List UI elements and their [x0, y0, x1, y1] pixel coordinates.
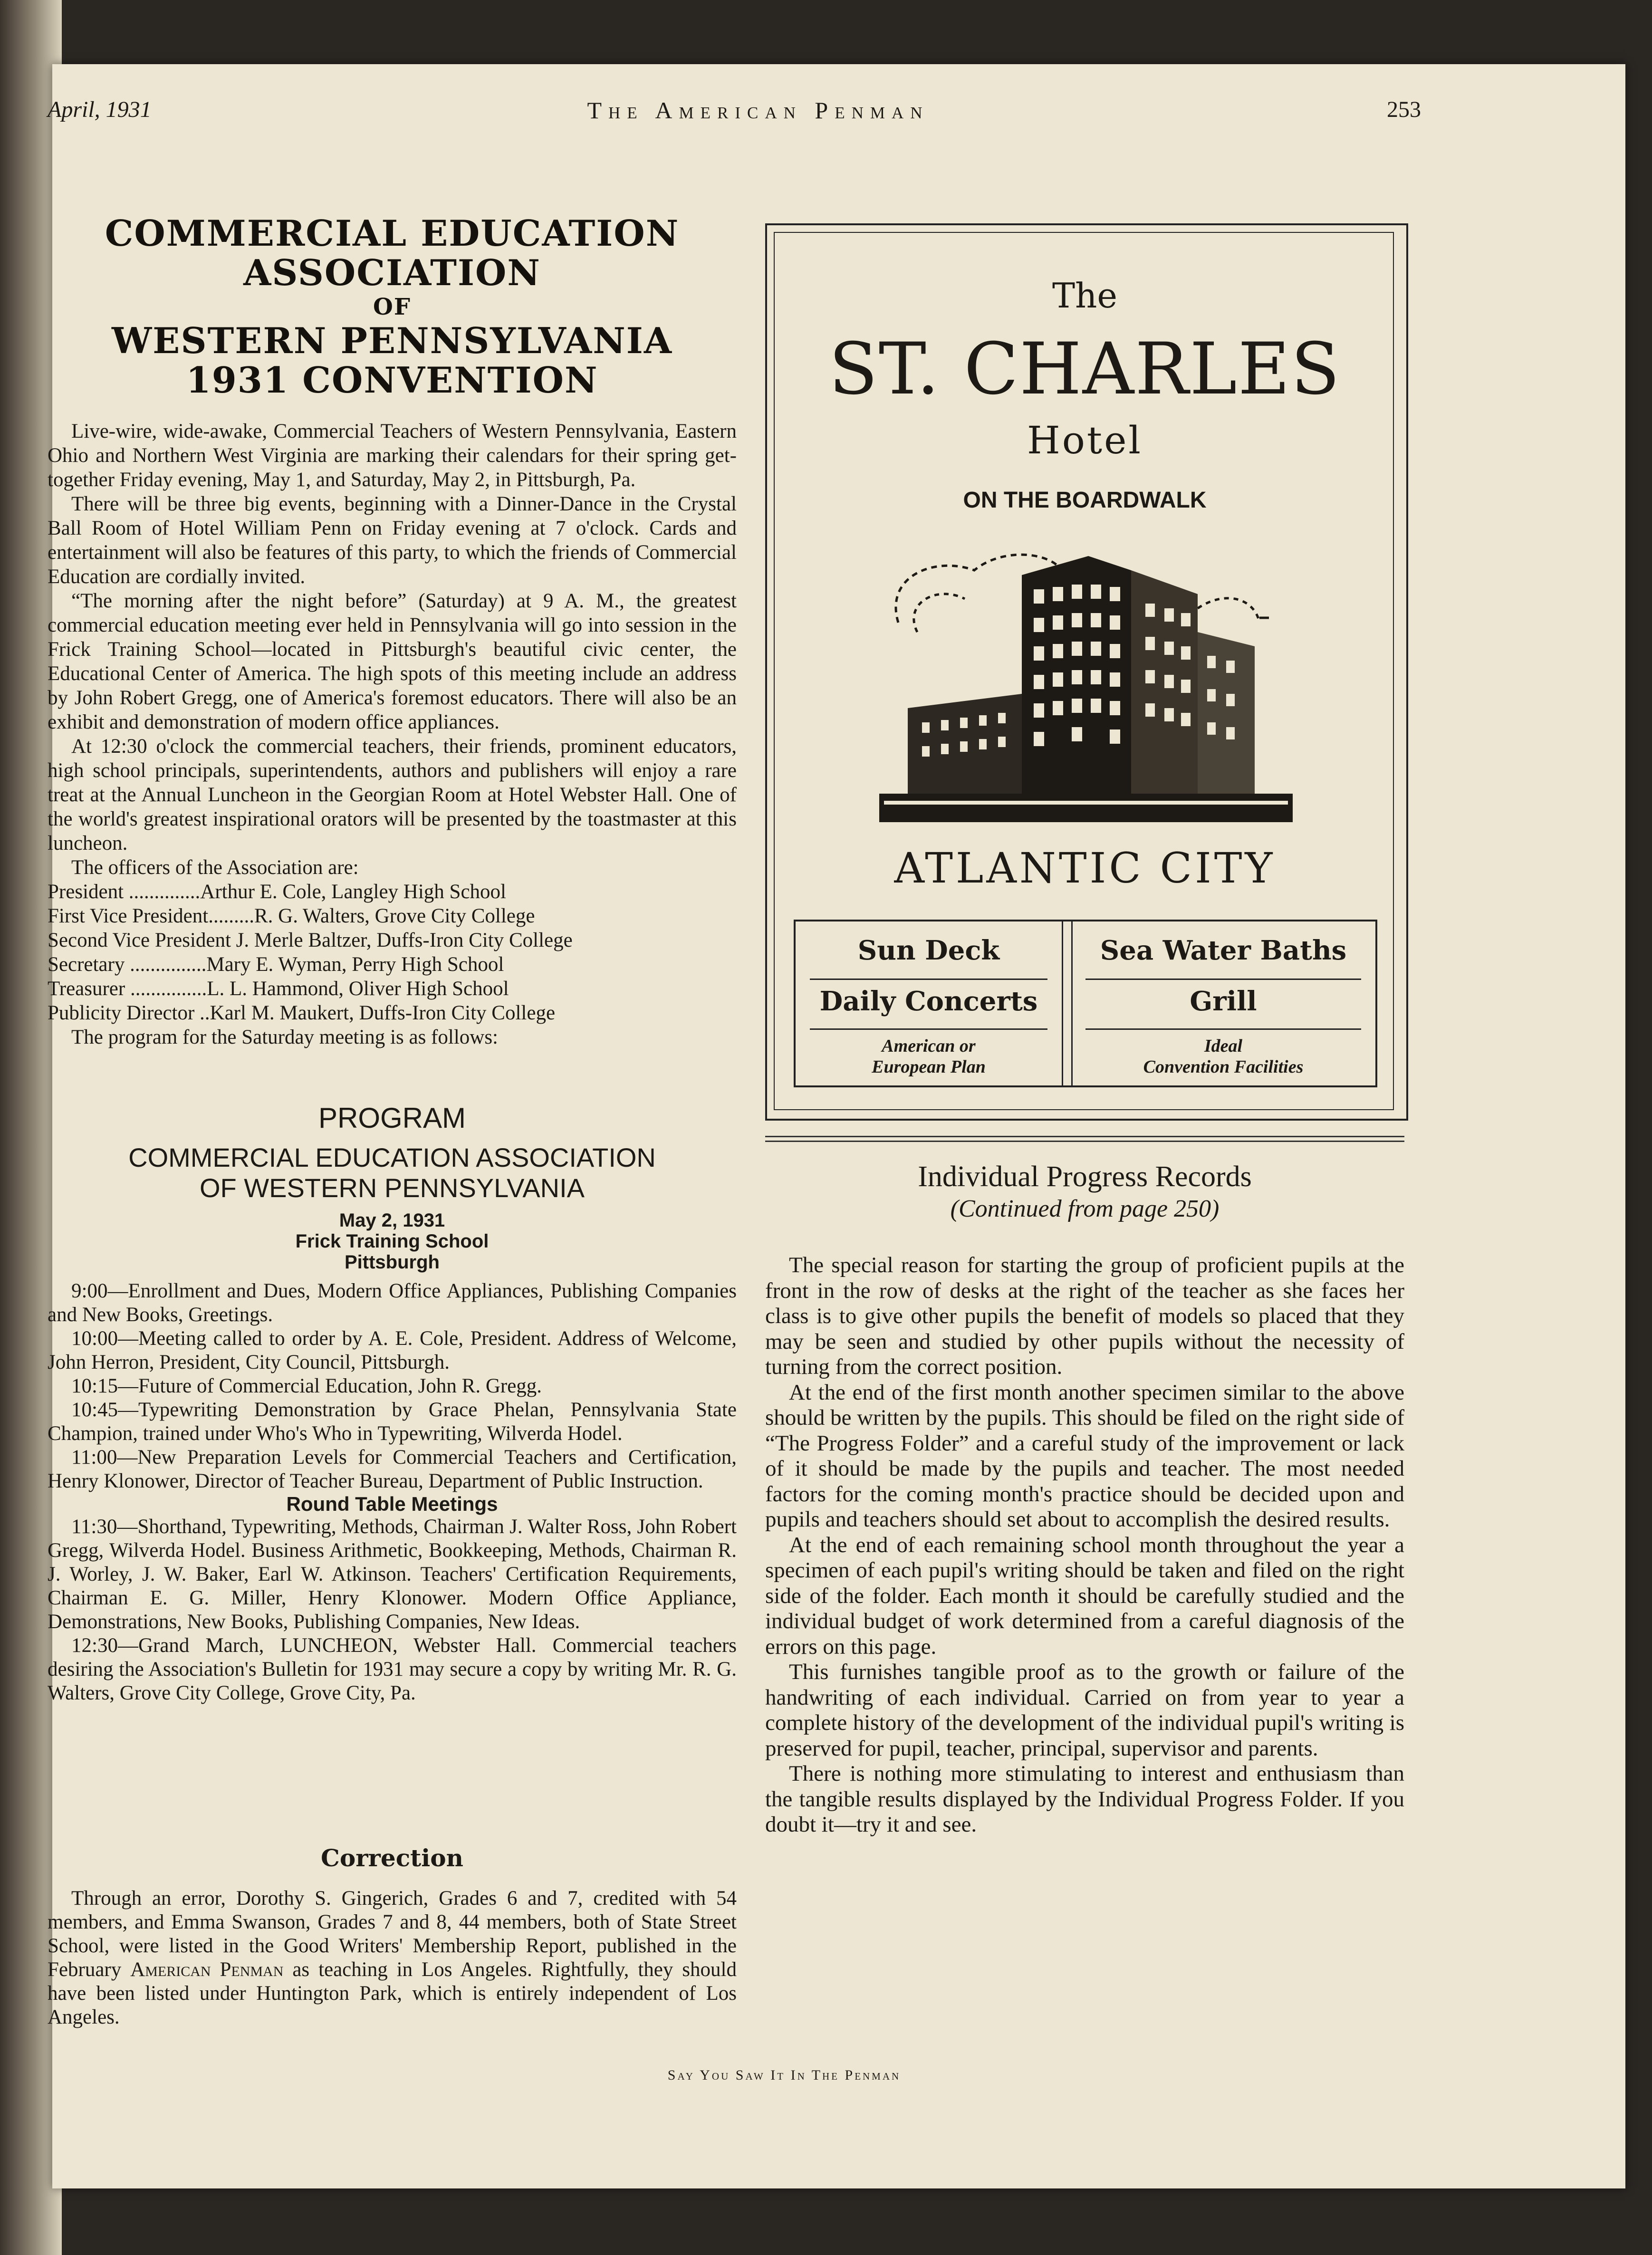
paragraph: Live-wire, wide-awake, Commercial Teachers of Western Pennsylvania, Eastern Ohio and Northern West Virginia are marking their calendars for their spring get-together Friday evening, May 1, and Saturday, May 2, in Pittsburgh, Pa.: [48, 420, 737, 491]
header-journal-title: The American Penman: [587, 97, 929, 124]
title-line: WESTERN PENNSYLVANIA: [111, 320, 673, 362]
table-divider: [1062, 921, 1063, 1085]
program-item: 10:00—Meeting called to order by A. E. Cole, President. Address of Welcome, John Herron, President, City Council, Pittsburgh.: [48, 1327, 737, 1373]
article2-subtitle: (Continued from page 250): [950, 1195, 1220, 1222]
officer-line: Publicity Director ..Karl M. Maukert, Duffs-Iron City College: [48, 1002, 556, 1024]
ad-the: The: [1052, 276, 1117, 316]
program-item: 11:00—New Preparation Levels for Commercial Teachers and Certification, Henry Klonower, Director of Teacher Bureau, Department of Public Instruction.: [48, 1446, 737, 1492]
column-rule: [765, 1136, 1404, 1137]
paragraph: At the end of each remaining school month throughout the year a specimen of each pupil's writing should be taken and filed on the right side of the folder. Each month it should be carefully studied and the individual budget of work determined from a careful diagnosis of the errors on this page.: [765, 1532, 1404, 1659]
program-date: May 2, 1931: [339, 1210, 445, 1231]
correction-text-part: as teaching in Los Angeles. Rightfully, they should have been listed under Huntington Park, which is entirely independent of Los Angeles.: [48, 1958, 737, 2028]
program-org-line: COMMERCIAL EDUCATION ASSOCIATION: [128, 1142, 656, 1172]
paragraph: The officers of the Association are:: [71, 856, 359, 879]
table-divider: [810, 979, 1047, 980]
program-venue: Frick Training School: [295, 1231, 489, 1252]
officer-line: First Vice President.........R. G. Walters, Grove City College: [48, 905, 535, 927]
title-line: 1931 CONVENTION: [186, 359, 598, 401]
ad-feature-sun-deck: Sun Deck: [857, 935, 1000, 966]
correction-section: [48, 1844, 737, 2029]
table-divider: [1085, 1028, 1361, 1030]
article-convention: [48, 214, 737, 1049]
title-line: COMMERCIAL EDUCATION: [105, 212, 680, 254]
paragraph: “The morning after the night before” (Saturday) at 9 A. M., the greatest commercial education meeting ever held in Pennsylvania will go into session in the Frick Training School—located in Pittsburgh's beautiful civic center, the Educational Center of America. The high spots of this meeting include an address by John Robert Gregg, one of America's foremost educators. There will also be an exhibit and demonstration of modern office appliances.: [48, 590, 737, 733]
ad-feature-convention: [1071, 1036, 1375, 1077]
paragraph: At 12:30 o'clock the commercial teachers, their friends, prominent educators, high school principals, superintendents, authors and publishers will enjoy a rare treat at the Annual Luncheon in the Georgian Room at Hotel Webster Hall. One of the world's greatest inspirational orators will be presented by the toastmaster at this luncheon.: [48, 735, 737, 854]
ad-plan-line: American or: [882, 1036, 976, 1056]
title-line: OF: [373, 294, 411, 320]
correction-text: [48, 1887, 737, 2029]
program-section: [48, 1103, 737, 1705]
ad-features-table: [794, 920, 1377, 1087]
article-title: [48, 214, 737, 400]
paragraph: There is nothing more stimulating to interest and enthusiasm than the tangible results displayed by the Individual Progress Folder. If you doubt it—try it and see.: [765, 1761, 1404, 1837]
paragraph: At the end of the first month another specimen similar to the above should be written by the pupils. This should be filed on the right side of “The Progress Folder” and a careful study of the improvement or lack of it should be made by the pupils and teacher. The most needed factors for the coming month's practice should be decided upon and pupils and teachers should set about to accomplish the desired results.: [765, 1380, 1405, 1532]
page-footer: Say You Saw It In The Penman: [667, 2067, 901, 2083]
ad-feature-grill: Grill: [1190, 986, 1257, 1017]
ad-feature-plan: [796, 1036, 1062, 1077]
program-city: Pittsburgh: [345, 1252, 440, 1273]
paragraph: The special reason for starting the group of proficient pupils at the front in the row of desks at the right of the teacher as she faces her class is to give other pupils the benefit of models so placed that they may be seen and studied by other pupils without the necessity of turning from the correct position.: [765, 1253, 1404, 1379]
officer-line: Treasurer ...............L. L. Hammond, Oliver High School: [48, 978, 509, 1000]
ad-location: ON THE BOARDWALK: [963, 488, 1207, 513]
round-table-heading: Round Table Meetings: [286, 1493, 498, 1515]
paragraph: There will be three big events, beginning with a Dinner-Dance in the Crystal Ball Room of Hotel William Penn on Friday evening at 7 o'clock. Cards and entertainment will also be features of this party, to which the friends of Commercial Education are cordially invited.: [48, 493, 737, 588]
ad-convention-line: Ideal: [1204, 1036, 1243, 1056]
program-item: 10:15—Future of Commercial Education, John R. Gregg.: [71, 1375, 542, 1397]
ad-city-name: ATLANTIC CITY: [894, 844, 1276, 892]
program-org-line: OF WESTERN PENNSYLVANIA: [199, 1173, 585, 1203]
ad-plan-line: European Plan: [872, 1057, 986, 1077]
officers-list: [48, 880, 737, 1025]
table-divider: [1085, 979, 1361, 980]
program-item: 11:30—Shorthand, Typewriting, Methods, Chairman J. Walter Ross, John Robert Gregg, Wilverda Hodel. Business Arithmetic, Bookkeeping, Methods, Chairman R. J. Worley, J. W. Baker, Earl W. Atkinson. Teachers' Certification Requirements, Chairman E. G. Miller, Henry Klonower. Modern Office Appliance, Demonstrations, New Books, Publishing Companies, New Ideas.: [48, 1516, 737, 1633]
article-progress-records: [765, 1160, 1404, 1838]
hotel-illustration: [865, 537, 1307, 836]
header-date: April, 1931: [48, 97, 152, 122]
officer-line: President ..............Arthur E. Cole, Langley High School: [48, 881, 506, 903]
table-divider: [810, 1028, 1047, 1030]
journal-name: American Penman: [130, 1958, 284, 1981]
article2-body: [765, 1253, 1404, 1838]
program-intro: The program for the Saturday meeting is as follows:: [71, 1026, 499, 1048]
article2-title: Individual Progress Records: [918, 1161, 1252, 1193]
correction-text-part: Through an error, Dorothy S. Gingerich, Grades 6 and 7, credited with 54 members, and Emma Swanson, Grades 7 and 8, 44 members, both of State Street School, were listed in the Good Writers' Membership Report, published in the February: [48, 1887, 737, 1981]
officer-line: Second Vice President J. Merle Baltzer, Duffs-Iron City College: [48, 929, 573, 951]
program-item: 10:45—Typewriting Demonstration by Grace Phelan, Pennsylvania State Champion, trained under Who's Who in Typewriting, Wilverda Hodel.: [48, 1399, 737, 1445]
program-item: 12:30—Grand March, LUNCHEON, Webster Hall. Commercial teachers desiring the Association's Bulletin for 1931 may secure a copy by writing Mr. R. G. Walters, Grove City College, Grove City, Pa.: [48, 1634, 737, 1704]
header-page-number: 253: [1387, 97, 1421, 122]
ad-hotel-word: Hotel: [1027, 418, 1143, 462]
program-item: 9:00—Enrollment and Dues, Modern Office Appliances, Publishing Companies and New Books, Greetings.: [48, 1280, 737, 1326]
officer-line: Secretary ...............Mary E. Wyman, Perry High School: [48, 953, 504, 976]
program-heading: PROGRAM: [318, 1102, 466, 1134]
correction-title: Correction: [321, 1844, 463, 1872]
article-body: [48, 419, 737, 880]
ad-convention-line: Convention Facilities: [1143, 1057, 1304, 1077]
title-line: ASSOCIATION: [243, 252, 541, 294]
ad-feature-concerts: Daily Concerts: [819, 986, 1038, 1017]
paragraph: This furnishes tangible proof as to the growth or failure of the handwriting of each individual. Carried on from year to year a complete history of the development of the individual pupil's writing is preserved for pupil, teacher, principal, supervisor and parents.: [765, 1660, 1404, 1761]
ad-hotel-name: ST. CHARLES: [829, 328, 1341, 411]
column-rule: [765, 1141, 1404, 1142]
ad-feature-sea-water: Sea Water Baths: [1100, 935, 1347, 966]
